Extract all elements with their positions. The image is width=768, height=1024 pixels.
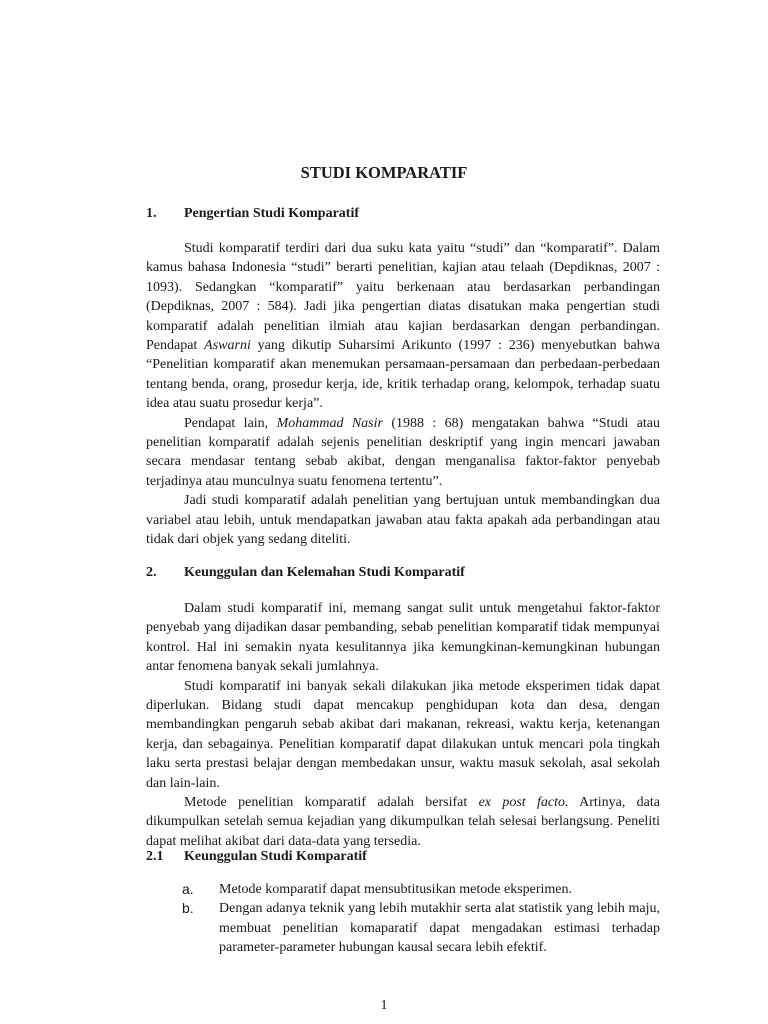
section-2-paragraph-3: Metode penelitian komparatif adalah bersifat ex post facto. Artinya, data dikumpulkan setelah semua kejadian yang dikumpulkan telah selesai berlangsung. Peneliti dapat melihat akibat dari data-data yang tersedia. xyxy=(146,795,660,849)
section-1-paragraph-3: Jadi studi komparatif adalah penelitian yang bertujuan untuk membandingkan dua variabel atau lebih, untuk mendapatkan jawaban atau fakta apakah ada perbandingan atau tidak dari objek yang sedang diteliti. xyxy=(146,493,660,548)
section-2-paragraph-2: Studi komparatif ini banyak sekali dilakukan jika metode eksperimen tidak dapat diperlukan. Bidang studi dapat mencakup penghidupan kota dan desa, dengan membandingkan pengaruh sebab akibat dari makanan, rekreasi, waktu kerja, ketenangan kerja, dan sebagainya. Penelitian komparatif dapat dilakukan untuk mencari pola tingkah laku serta prestasi belajar dengan membedakan unsur, waktu masuk sekolah, asal sekolah dan lain-lain. xyxy=(146,678,660,791)
section-2-body xyxy=(146,599,660,851)
list-marker: b. xyxy=(182,900,194,917)
section-1-paragraph-2: Pendapat lain, Mohammad Nasir (1988 : 68) mengatakan bahwa “Studi atau penelitian komparatif adalah sejenis penelitian deskriptif yang ingin mencari jawaban secara mendasar tentang sebab akibat, dengan menganalisa faktor-faktor penyebab terjadinya atau munculnya suatu fenomena tertentu”. xyxy=(146,415,661,489)
section-2-paragraph-1: Dalam studi komparatif ini, memang sangat sulit untuk mengetahui faktor-faktor penyebab yang dijadikan dasar pembanding, sebab penelitian komparatif tidak mempunyai kontrol. Hal ini semakin nyata kesulitannya jika kemungkinan-kemungkinan hubungan antar fenomena banyak sekali jumlahnya. xyxy=(146,601,660,675)
list-item-text: Dengan adanya teknik yang lebih mutakhir serta alat statistik yang lebih maju, membuat penelitian komaparatif dapat mengadakan estimasi terhadap parameter-parameter hubungan kausal secara lebih efektif. xyxy=(219,901,660,956)
section-2-number: 2. xyxy=(146,565,157,580)
page-number: 1 xyxy=(380,998,388,1013)
section-2-heading xyxy=(146,565,465,581)
section-2-title: Keunggulan dan Kelemahan Studi Komparatif xyxy=(184,565,465,580)
advantages-list xyxy=(182,880,660,958)
section-1-heading xyxy=(146,206,359,222)
list-item xyxy=(182,899,660,957)
section-1-title: Pengertian Studi Komparatif xyxy=(184,206,359,221)
list-item xyxy=(182,880,660,899)
section-2-1-number: 2.1 xyxy=(146,849,164,864)
section-1-paragraph-1: Studi komparatif terdiri dari dua suku kata yaitu “studi” dan “komparatif”. Dalam kamus bahasa Indonesia “studi” berarti penelitian, kajian atau telaah (Depdiknas, 2007 : 1093). Sedangkan “komparatif” yaitu berkenaan atau berdasarkan perbandingan (Depdiknas, 2007 : 584). Jadi jika pengertian diatas disatukan maka pengertian studi komparatif adalah penelitian ilmiah atau kajian berdasarkan dengan perbandingan. Pendapat Aswarni yang dikutip Suharsimi Arikunto (1997 : 236) menyebutkan bahwa “Penelitian komparatif akan menemukan persamaan-persamaan dan perbedaan-perbedaan tentang benda, orang, prosedur kerja, ide, kritik terhadap orang, kelompok, terhadap suatu idea atau suatu prosedur kerja”. xyxy=(146,241,660,412)
list-item-text: Metode komparatif dapat mensubtitusikan metode eksperimen. xyxy=(219,882,573,897)
list-marker: a. xyxy=(182,881,194,897)
section-2-1-heading xyxy=(146,849,367,865)
section-2-1-title: Keunggulan Studi Komparatif xyxy=(184,849,367,864)
section-1-body xyxy=(146,239,660,550)
document-title: STUDI KOMPARATIF xyxy=(300,163,468,182)
section-1-number: 1. xyxy=(146,206,157,221)
